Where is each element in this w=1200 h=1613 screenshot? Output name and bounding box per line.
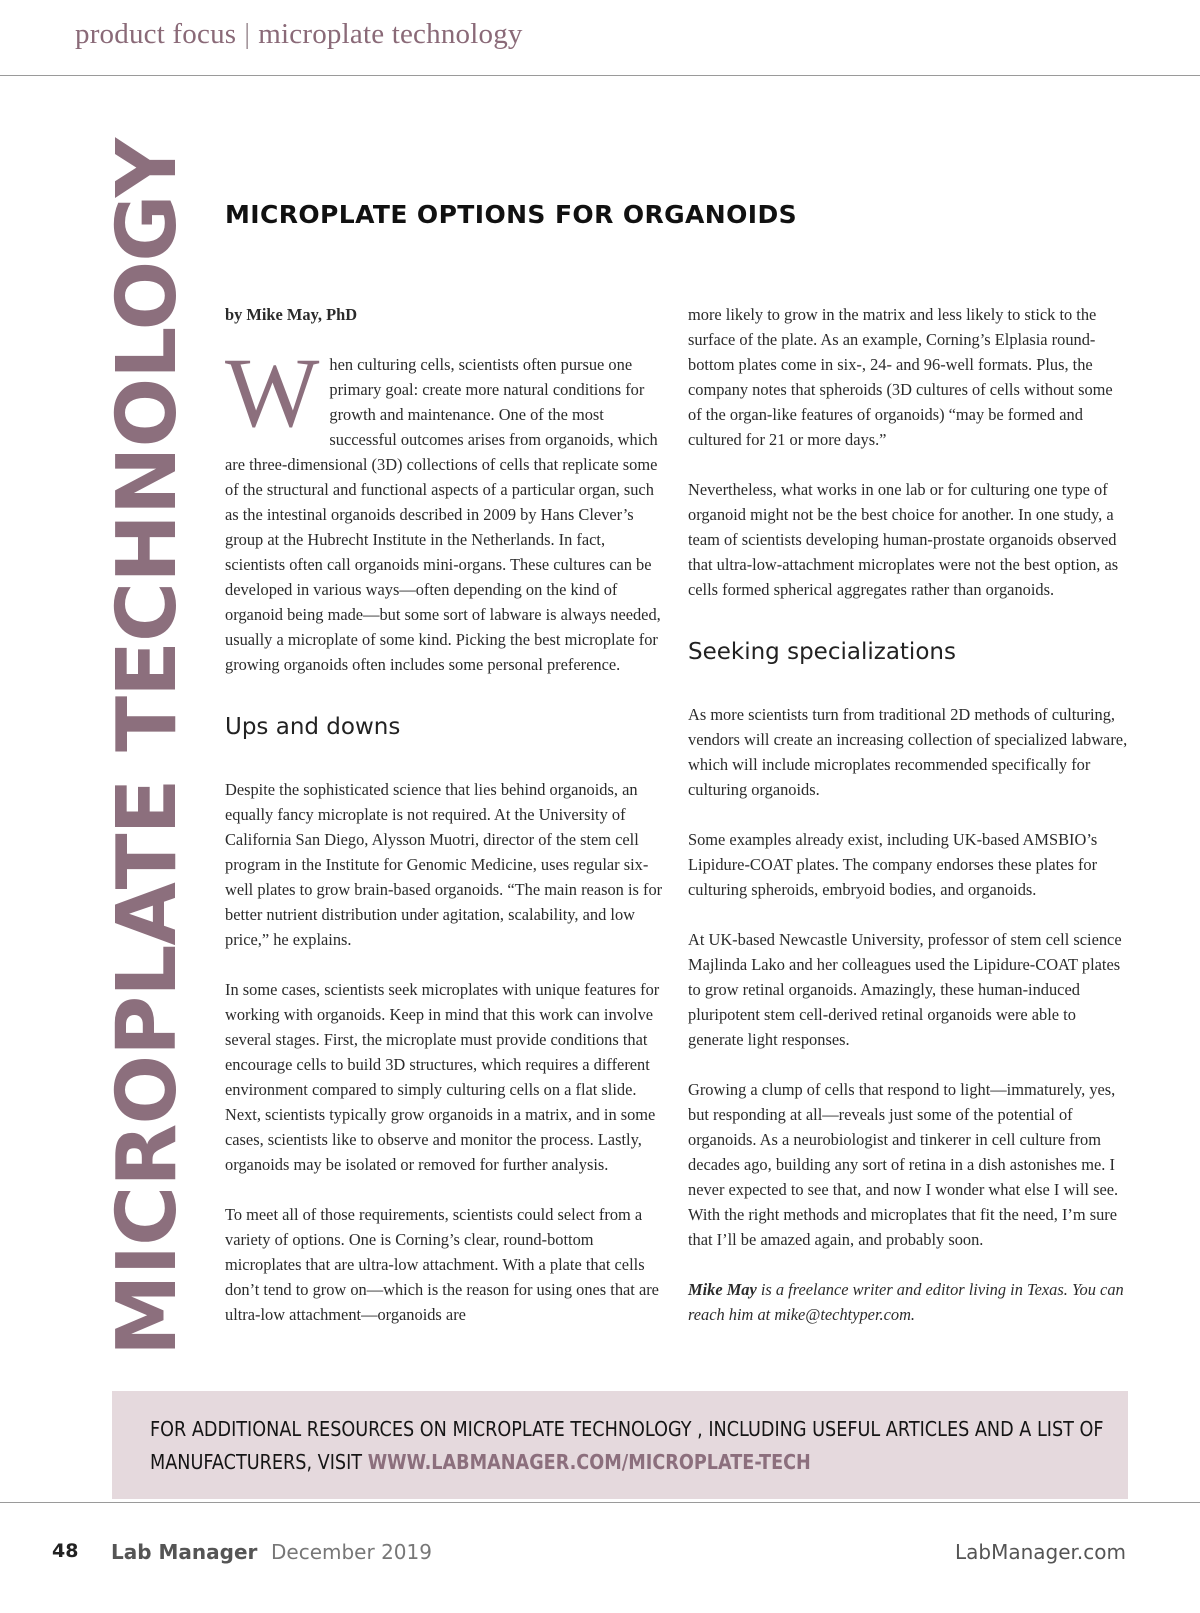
resources-banner	[112, 1391, 1128, 1499]
banner-text	[150, 1413, 1113, 1479]
byline: by Mike May, PhD	[225, 305, 358, 324]
header-separator: |	[244, 18, 251, 50]
issue-date: December 2019	[271, 1540, 432, 1564]
banner-link[interactable]: WWW.LABMANAGER.COM/MICROPLATE-TECH	[367, 1450, 811, 1474]
header-section: product focus	[75, 18, 237, 50]
paragraph: Despite the sophisticated science that lies behind organoids, an equally fancy microplate is not required. At the University of California San Diego, Alysson Muotri, director of the stem cell program in the Institute for Genomic Medicine, uses regular six-well plates to grow brain-based organoids. “The main reason is for better nutrient distribution under agitation, scalability, and low price,” he explains.	[225, 780, 663, 949]
running-header	[75, 18, 523, 51]
bio-author-name: Mike May	[688, 1280, 757, 1299]
intro-text: hen culturing cells, scientists often pursue one primary goal: create more natural conditions for growth and maintenance. One of the most successful outcomes arises from organoids, which are three-dimensional (3D) collections of cells that replicate some of the structural and functional aspects of a particular organ, such as the intestinal organoids described in 2009 by Hans Clever’s group at the Hubrecht Institute in the Netherlands. In fact, scientists often call organoids mini-organs. These cultures can be developed in various ways—often depending on the kind of organoid being made—but some sort of labware is always needed, usually a microplate of some kind. Picking the best microplate for growing organoids often includes some personal preference.	[225, 355, 661, 674]
subhead-ups-and-downs: Ups and downs	[225, 714, 401, 740]
intro-paragraph	[225, 337, 665, 677]
header-topic: microplate technology	[258, 18, 523, 50]
page-number: 48	[52, 1540, 79, 1562]
paragraph: Nevertheless, what works in one lab or for culturing one type of organoid might not be the best choice for another. In one study, a team of scientists developing human-prostate organoids observed that ultra-low-attachment microplates were not the best option, as cells formed spherical aggregates rather than organoids.	[688, 480, 1119, 599]
paragraph: To meet all of those requirements, scientists could select from a variety of options. One is Corning’s clear, round-bottom microplates that are ultra-low attachment. With a plate that cells don’t tend to grow on—which is the reason for using ones that are ultra-low attachment—organoids are	[225, 1205, 659, 1324]
paragraph: Growing a clump of cells that respond to light—immaturely, yes, but responding at all—reveals just some of the potential of organoids. As a neurobiologist and tinkerer in cell culture from decades ago, building any sort of retina in a dish astonishes me. I never expected to see that, and now I wonder what else I will see. With the right methods and microplates that fit the need, I’m sure that I’ll be amazed again, and probably soon.	[688, 1080, 1119, 1249]
paragraph: Some examples already exist, including UK-based AMSBIO’s Lipidure-COAT plates. The company endorses these plates for culturing spheroids, embryoid bodies, and organoids.	[688, 830, 1098, 899]
paragraph: At UK-based Newcastle University, professor of stem cell science Majlinda Lako and her colleagues used the Lipidure-COAT plates to grow retinal organoids. Amazingly, these human-induced pluripotent stem cell-derived retinal organoids were able to generate light responses.	[688, 930, 1122, 1049]
footer-divider	[0, 1502, 1200, 1503]
paragraph: As more scientists turn from traditional 2D methods of culturing, vendors will create an increasing collection of specialized labware, which will include microplates recommended specifically for culturing organoids.	[688, 705, 1128, 799]
paragraph: more likely to grow in the matrix and less likely to stick to the surface of the plate. As an example, Corning’s Elplasia round-bottom plates come in six-, 24- and 96-well formats. Plus, the company notes that spheroids (3D cultures of cells without some of the organ-like features of organoids) “may be formed and cultured for 21 or more days.”	[688, 305, 1113, 449]
website-link[interactable]: LabManager.com	[955, 1540, 1126, 1564]
paragraph: In some cases, scientists seek microplates with unique features for working with organoids. Keep in mind that this work can involve several stages. First, the microplate must provide conditions that encourage cells to build 3D structures, which requires a different environment compared to simply culturing cells on a flat slide. Next, scientists typically grow organoids in a matrix, and in some cases, scientists like to observe and monitor the process. Lastly, organoids may be isolated or removed for further analysis.	[225, 980, 660, 1174]
article-column-right	[688, 302, 1128, 1352]
drop-cap: W	[225, 337, 320, 448]
author-bio	[688, 1277, 1128, 1327]
subhead-seeking-specializations: Seeking specializations	[688, 639, 956, 665]
header-divider	[0, 75, 1200, 76]
magazine-name: Lab Manager	[111, 1540, 258, 1564]
article-column-left	[225, 302, 665, 1352]
bio-text: is a freelance writer and editor living in Texas. You can reach him at mike@techtyper.com.	[688, 1280, 1124, 1324]
article-title: MICROPLATE OPTIONS FOR ORGANOIDS	[225, 200, 798, 229]
banner-message: FOR ADDITIONAL RESOURCES ON MICROPLATE TECHNOLOGY , INCLUDING USEFUL ARTICLES AND A LIST OF MANUFACTURERS, VISIT	[150, 1417, 1104, 1474]
sidebar-vertical-title: MICROPLATE TECHNOLOGY	[100, 138, 195, 1356]
